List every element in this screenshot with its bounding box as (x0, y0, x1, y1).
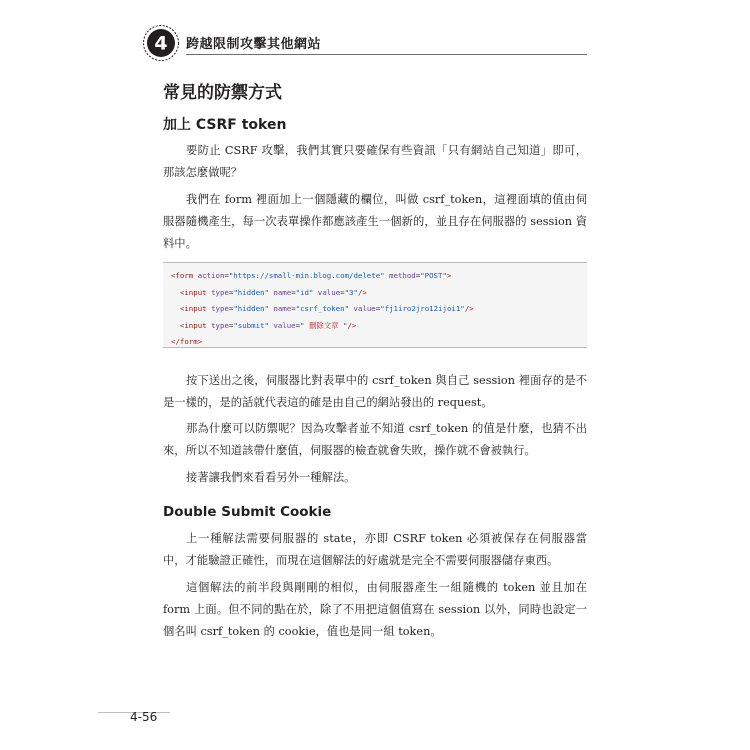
paragraph: 按下送出之後，伺服器比對表單中的 csrf_token 與自己 session 裡面存的是不是一樣的，是的話就代表這的確是由自己的網站發出的 request。 (163, 374, 587, 409)
paragraph: 上一種解法需要伺服器的 state，亦即 CSRF token 必須被保存在伺服器當中，才能驗證正確性，而現在這個解法的好處就是完全不需要伺服器儲存東西。 (163, 532, 587, 567)
chapter-title: 跨越限制攻擊其他網站 (186, 37, 322, 52)
paragraph: 我們在 form 裡面加上一個隱藏的欄位，叫做 csrf_token，這裡面填的值由伺服器隨機產生，每一次表單操作都應該產生一個新的，並且存在伺服器的 session 資料中。 (163, 193, 587, 250)
paragraph: 這個解法的前半段與剛剛的相似，由伺服器產生一組隨機的 token 並且加在 form 上面。但不同的點在於，除了不用把這個值寫在 session 以外，同時也設定一個名叫 csrf_token 的 cookie，值也是同一組 token。 (163, 581, 587, 638)
code-line: <form action="https://small-min.blog.com/delete" method="POST"> (171, 271, 452, 280)
section-title: 常見的防禦方式 (163, 83, 282, 103)
chapter-number: 4 (154, 32, 168, 55)
page-number: 4-56 (130, 710, 158, 724)
chapter-header (142, 24, 587, 62)
code-line: <input type="hidden" name="id" value="3"/> (179, 287, 367, 297)
subheading-double-submit-cookie: Double Submit Cookie (163, 504, 332, 520)
code-line: </form> (171, 337, 203, 346)
code-block (163, 262, 587, 348)
chapter-rule (186, 54, 587, 55)
chapter-number-badge-icon (142, 24, 180, 62)
code-line: <input type="submit" value=" 刪除文章 "/> (179, 320, 357, 330)
paragraph: 那為什麼可以防禦呢？因為攻擊者並不知道 csrf_token 的值是什麼，也猜不出來，所以不知道該帶什麼值，伺服器的檢查就會失敗，操作就不會被執行。 (163, 422, 587, 457)
paragraph: 要防止 CSRF 攻擊，我們其實只要確保有些資訊「只有網站自己知道」即可，那該怎麼做呢？ (163, 144, 587, 179)
subheading-csrf-token: 加上 CSRF token (163, 117, 287, 133)
paragraph: 接著讓我們來看看另外一種解法。 (186, 471, 356, 484)
code-line: <input type="hidden" name="csrf_token" value="fj1iro2jro12ijoi1"/> (179, 304, 474, 313)
